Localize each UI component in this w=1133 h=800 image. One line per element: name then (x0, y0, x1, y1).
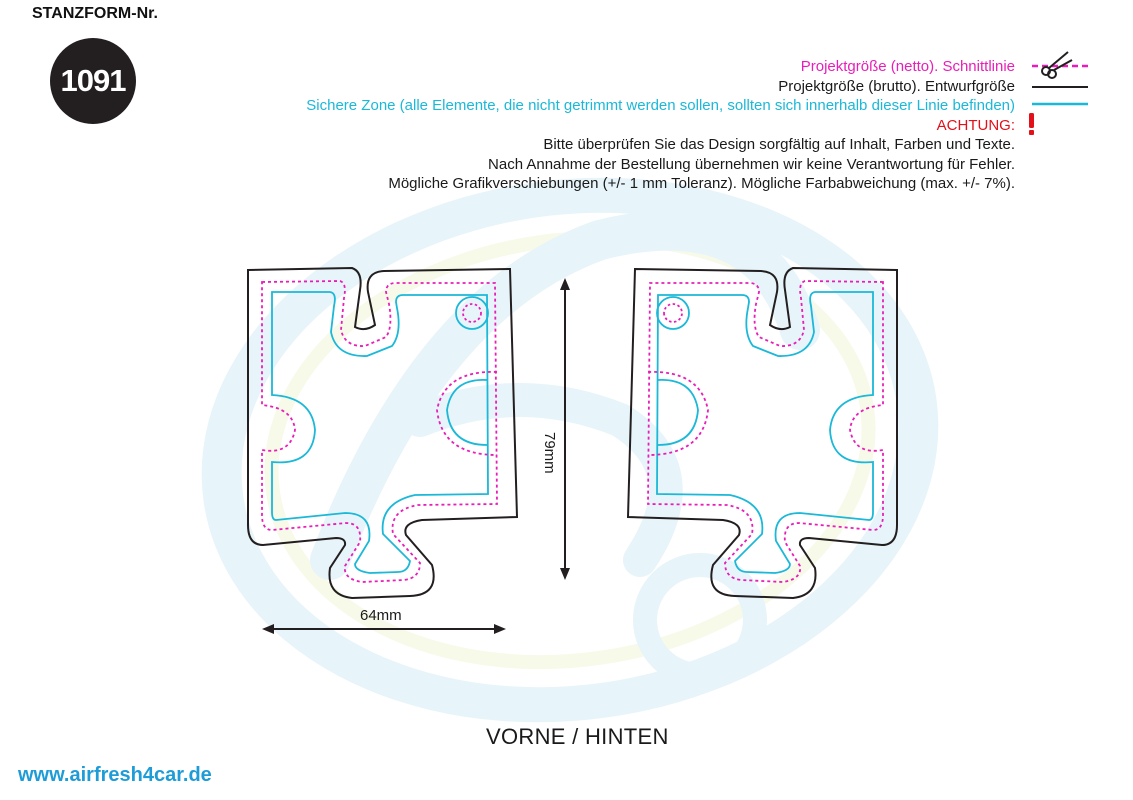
legend-net-size: Projektgröße (netto). Schnittlinie (800, 58, 1015, 75)
width-label: 64mm (360, 607, 402, 624)
view-caption: VORNE / HINTEN (486, 724, 669, 749)
height-dimension-arrow (560, 278, 570, 580)
legend-note-2: Nach Annahme der Bestellung übernehmen wir keine Verantwortung für Fehler. (488, 156, 1015, 173)
width-dimension-arrow (262, 624, 506, 634)
form-number-badge: 1091 (50, 38, 136, 124)
puzzle-piece-front (248, 268, 517, 598)
legend-safe-zone: Sichere Zone (alle Elemente, die nicht getrimmt werden sollen, sollten sich innerhalb dieser Linie befinden) (306, 97, 1015, 114)
height-label: 79mm (541, 432, 558, 474)
legend-gross-size: Projektgröße (brutto). Entwurfgröße (778, 78, 1015, 95)
website-link[interactable]: www.airfresh4car.de (18, 764, 212, 786)
puzzle-piece-back (628, 268, 897, 598)
legend-note-3: Mögliche Grafikverschiebungen (+/- 1 mm Toleranz). Mögliche Farbabweichung (max. +/- 7%). (388, 175, 1015, 192)
page-title: STANZFORM-Nr. (32, 5, 158, 22)
legend-warning: ACHTUNG: (936, 117, 1015, 134)
legend-note-1: Bitte überprüfen Sie das Design sorgfältig auf Inhalt, Farben und Texte. (543, 136, 1015, 153)
